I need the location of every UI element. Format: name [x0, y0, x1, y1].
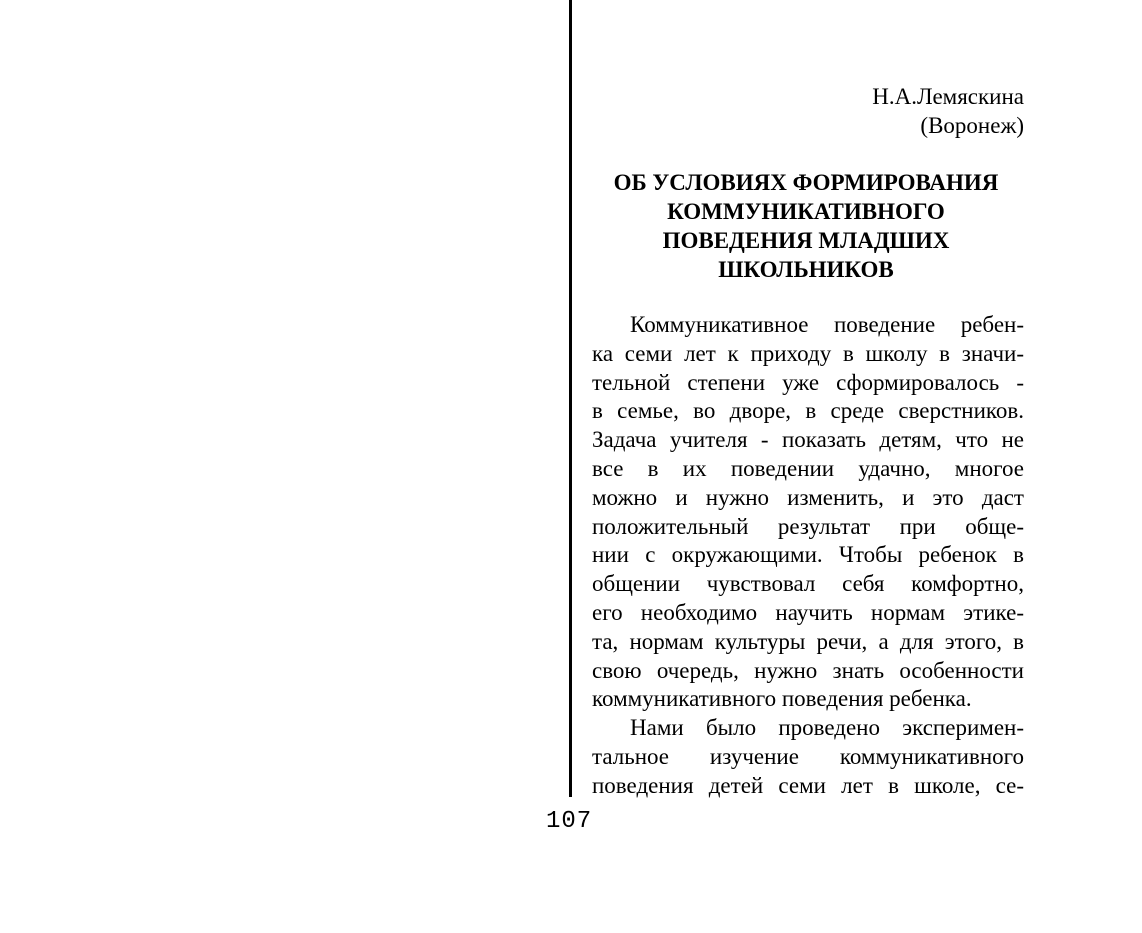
text-line: положительный результат при обще- — [592, 513, 1024, 539]
text-line: свою очередь, нужно знать особенности — [592, 657, 1024, 683]
text-line: поведения детей семи лет в школе, се- — [592, 772, 1024, 798]
text-line: нии с окружающими. Чтобы ребенок в — [592, 542, 1024, 568]
author-city: (Воронеж) — [920, 113, 1024, 138]
article-title — [588, 168, 1024, 284]
title-line: ОБ УСЛОВИЯХ ФОРМИРОВАНИЯ — [613, 170, 999, 195]
text-line: его необходимо научить нормам этике- — [592, 599, 1024, 625]
text-line: Задача учителя - показать детям, что не — [592, 427, 1024, 453]
text-line: общении чувствовал себя комфортно, — [592, 571, 1024, 597]
text-line: коммуникативного поведения ребенка. — [592, 686, 972, 712]
text-line: тальное изучение коммуникативного — [592, 743, 1024, 769]
title-line: ПОВЕДЕНИЯ МЛАДШИХ — [662, 228, 950, 253]
page-spine-rule — [569, 0, 572, 797]
page-number: 107 — [546, 808, 593, 835]
author-block — [592, 82, 1024, 140]
paragraph-1 — [592, 311, 1024, 714]
title-line: ШКОЛЬНИКОВ — [718, 257, 894, 282]
text-line: можно и нужно изменить, и это даст — [592, 484, 1024, 510]
title-line: КОММУНИКАТИВНОГО — [667, 199, 945, 224]
text-line: в семье, во дворе, в среде сверстников. — [592, 398, 1024, 424]
text-line: ка семи лет к приходу в школу в значи- — [592, 340, 1024, 366]
article-body — [592, 311, 1024, 801]
paragraph-2 — [592, 714, 1024, 800]
text-line: тельной степени уже сформировалось - — [592, 369, 1024, 395]
text-line: та, нормам культуры речи, а для этого, в — [592, 628, 1024, 654]
text-line: Нами было проведено эксперимен- — [630, 715, 1024, 741]
text-line: Коммуникативное поведение ребен- — [630, 312, 1024, 337]
text-line: все в их поведении удачно, многое — [592, 455, 1024, 481]
author-name: Н.А.Лемяскина — [872, 84, 1024, 109]
